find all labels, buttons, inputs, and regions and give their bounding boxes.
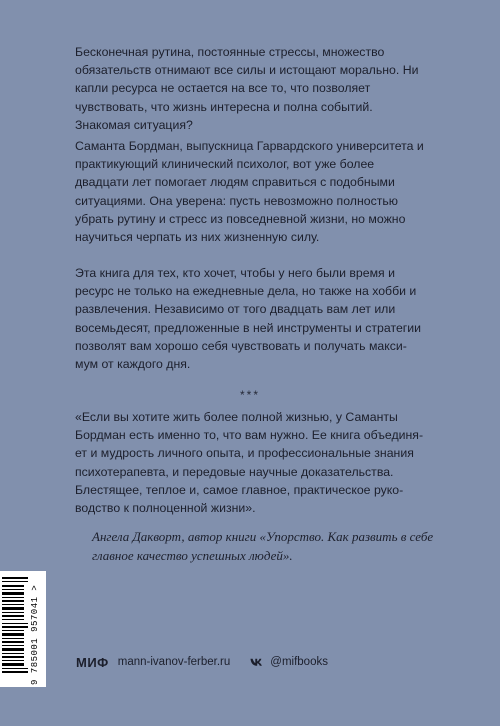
- barcode-digits: 9 785001 957041 >: [30, 584, 40, 686]
- review-quote: «Если вы хотите жить более полной жизнью, у Саманты Бордман есть именно то, что вам нужно. Ее книга объединя- ет и мудрость личного опыта, и профессиональные знания психотерапевта, и передовые научные доказательства. Блестящее, теплое и, самое главное, практическое руко- водство к полноценной жизни».: [75, 410, 424, 516]
- publisher-website[interactable]: mann-ivanov-ferber.ru: [117, 656, 231, 668]
- barcode-bars: [0, 571, 30, 687]
- publisher-footer: [76, 653, 328, 671]
- review-attribution: Ангела Дакворт, автор книги «Упорство. Как развить в себе главное качество успешных людей».: [92, 529, 434, 563]
- author-paragraph: Саманта Бордман, выпускница Гарвардского университета и практикующий клинический психолог, вот уже более двадцати лет помогает людям справиться с подобными ситуациями. Она уверена: пусть невозможно полностью убрать рутину и стресс из повседневной жизни, но можно научиться черпать из них жизненную силу.: [75, 139, 424, 245]
- intro-paragraph: Бесконечная рутина, постоянные стрессы, множество обязательств отнимают все силы и истощают морально. Ни капли ресурса не остается на все то, что позволяет чувствовать, что жизнь интересна и полна событий. Знакомая ситуация?: [75, 45, 419, 132]
- section-separator: ***: [239, 388, 260, 402]
- publisher-logo: МИФ: [76, 654, 109, 670]
- audience-paragraph: Эта книга для тех, кто хочет, чтобы у него были время и ресурс не только на ежедневные дела, но также на хобби и развлечения. Независимо от того двадцать вам лет или восемьдесят, предложенные в ней инструменты и стратегии позволят вам хорошо себя чувствовать и получать макси- мум от каждого дня.: [75, 266, 422, 372]
- vk-icon: [250, 658, 264, 667]
- social-handle[interactable]: @mifbooks: [270, 656, 328, 668]
